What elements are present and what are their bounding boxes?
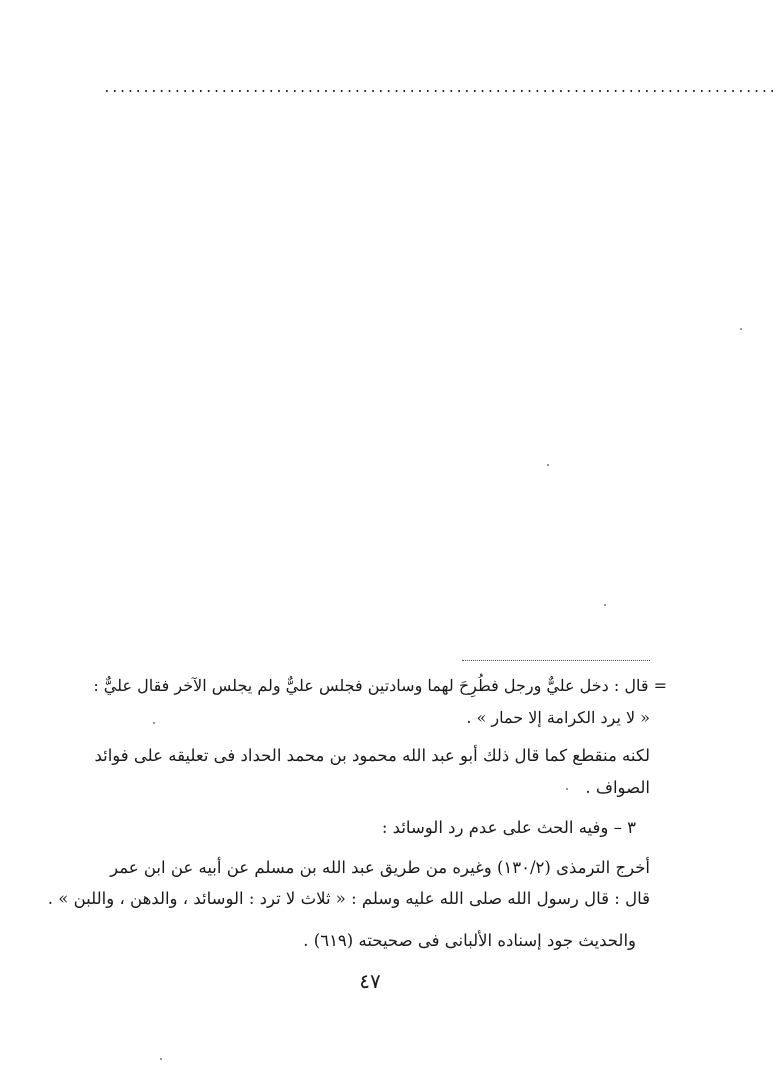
footnote-line-2: « لا يرد الكرامة إلا حمار » . — [466, 708, 650, 727]
footnote-separator — [462, 660, 650, 661]
paragraph-3-line-1: والحديث جود إسناده الألبانى فى صحيحته (٦١٩) . — [303, 931, 636, 950]
scan-speck — [547, 464, 549, 466]
scan-speck — [604, 604, 606, 606]
footnote-line-1: = قال : دخل عليٌّ ورجل فطُرِحَ لهما وسادتين فجلس عليٌّ ولم يجلس الآخر فقال عليٌّ : — [93, 676, 667, 695]
scan-speck — [566, 788, 568, 790]
page-number: ٤٧ — [359, 969, 381, 993]
paragraph-2-line-1: أخرج الترمذى (١٣٠/٢) وغيره من طريق عبد الله بن مسلم عن أبيه عن ابن عمر — [110, 858, 650, 877]
scan-speck — [740, 328, 742, 330]
scan-speck — [160, 1058, 162, 1060]
section-3-heading: ٣ – وفيه الحث على عدم رد الوسائد : — [381, 818, 636, 837]
paragraph-2-line-2: قال : قال رسول الله صلى الله عليه وسلم : « ثلاث لا ترد : الوسائد ، والدهن ، واللبن » . — [47, 889, 650, 908]
paragraph-1-line-1: لكنه منقطع كما قال ذلك أبو عبد الله محمود بن محمد الحداد فى تعليقه على فوائد — [94, 746, 650, 765]
paragraph-1-line-2: الصواف . — [585, 778, 650, 797]
scan-speck — [153, 722, 155, 724]
header-dotted-rule: ...................................................................................... — [103, 81, 776, 96]
